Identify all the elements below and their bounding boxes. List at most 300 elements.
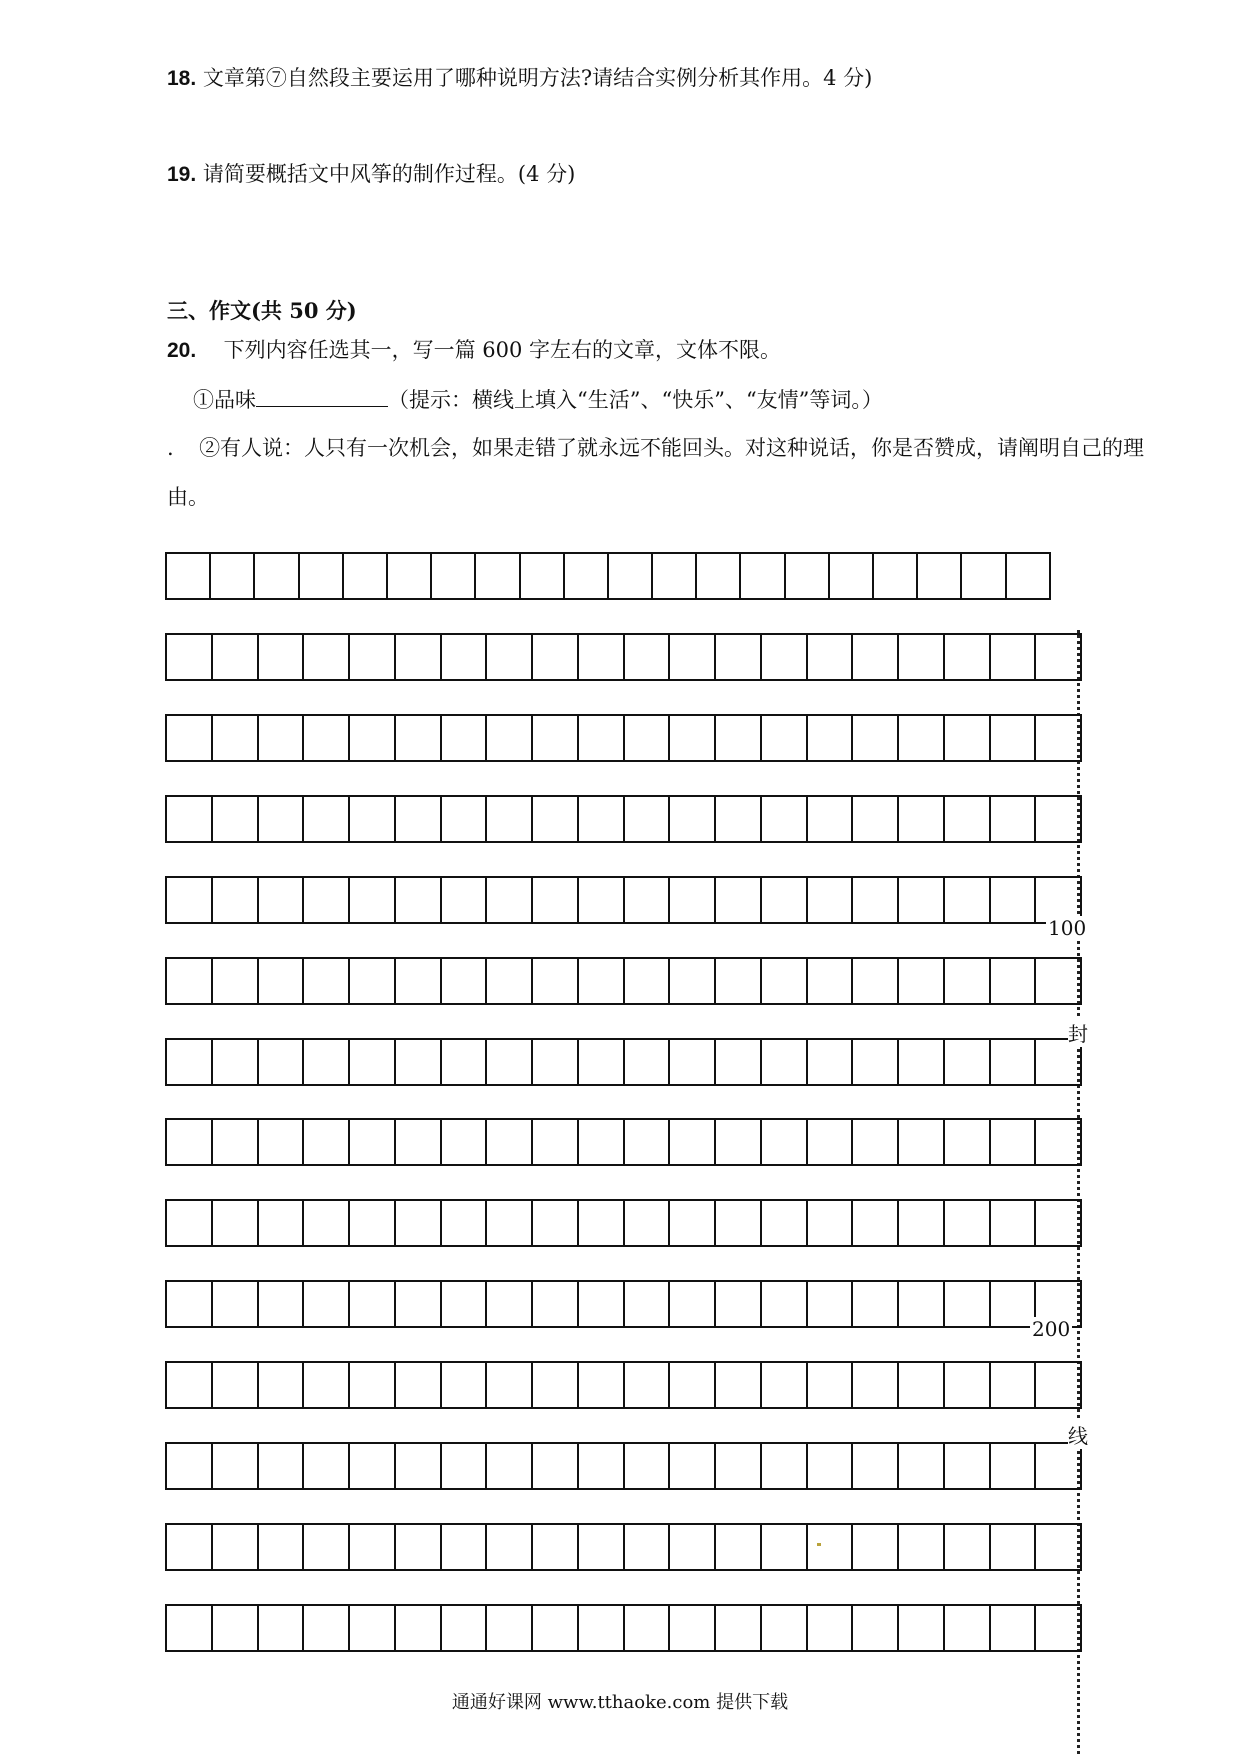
- grid-cell[interactable]: [304, 1201, 350, 1245]
- grid-cell[interactable]: [350, 1040, 396, 1084]
- grid-cell[interactable]: [396, 878, 442, 922]
- grid-cell[interactable]: [442, 1525, 488, 1569]
- grid-cell[interactable]: [304, 1444, 350, 1488]
- grid-cell[interactable]: [396, 797, 442, 841]
- grid-cell[interactable]: [945, 1444, 991, 1488]
- grid-cell[interactable]: [487, 1363, 533, 1407]
- grid-cell[interactable]: [716, 1201, 762, 1245]
- grid-cell[interactable]: [853, 635, 899, 679]
- grid-cell[interactable]: [991, 635, 1037, 679]
- grid-cell[interactable]: [487, 959, 533, 1003]
- grid-row: [165, 1361, 1082, 1409]
- grid-cell[interactable]: [442, 1606, 488, 1650]
- grid-cell[interactable]: [716, 1525, 762, 1569]
- grid-cell[interactable]: [762, 635, 808, 679]
- grid-cell[interactable]: [899, 1040, 945, 1084]
- grid-cell[interactable]: [716, 878, 762, 922]
- grid-cell[interactable]: [396, 1363, 442, 1407]
- grid-cell[interactable]: [716, 1606, 762, 1650]
- grid-cell[interactable]: [1036, 1444, 1082, 1488]
- grid-cell[interactable]: [808, 959, 854, 1003]
- grid-cell[interactable]: [991, 1525, 1037, 1569]
- grid-cell[interactable]: [899, 1525, 945, 1569]
- grid-cell[interactable]: [521, 554, 565, 598]
- grid-cell[interactable]: [762, 1201, 808, 1245]
- grid-cell[interactable]: [442, 1040, 488, 1084]
- grid-cell[interactable]: [808, 716, 854, 760]
- grid-cell[interactable]: [899, 1201, 945, 1245]
- grid-cell[interactable]: [533, 1363, 579, 1407]
- grid-cell[interactable]: [533, 1201, 579, 1245]
- grid-cell[interactable]: [304, 1363, 350, 1407]
- grid-cell[interactable]: [396, 1201, 442, 1245]
- grid-cell[interactable]: [396, 635, 442, 679]
- grid-cell[interactable]: [259, 1444, 305, 1488]
- grid-cell[interactable]: [741, 554, 785, 598]
- grid-cell[interactable]: [304, 1040, 350, 1084]
- grid-cell[interactable]: [853, 878, 899, 922]
- grid-cell[interactable]: [259, 635, 305, 679]
- grid-cell[interactable]: [476, 554, 520, 598]
- grid-cell[interactable]: [853, 716, 899, 760]
- grid-cell[interactable]: [625, 1444, 671, 1488]
- grid-cell[interactable]: [1036, 635, 1082, 679]
- grid-cell[interactable]: [625, 1363, 671, 1407]
- grid-cell[interactable]: [350, 797, 396, 841]
- option-2-bullet: .: [167, 436, 174, 460]
- grid-cell[interactable]: [899, 1444, 945, 1488]
- question-19-text: 请简要概括文中风筝的制作过程。(4 分): [202, 162, 576, 186]
- grid-cell[interactable]: [762, 1525, 808, 1569]
- grid-cell[interactable]: [716, 716, 762, 760]
- grid-cell[interactable]: [487, 716, 533, 760]
- grid-cell[interactable]: [350, 1282, 396, 1326]
- question-18-text: 文章第⑦自然段主要运用了哪种说明方法?请结合实例分析其作用。4 分): [202, 66, 873, 90]
- grid-cell[interactable]: [853, 1606, 899, 1650]
- grid-cell[interactable]: [762, 1363, 808, 1407]
- grid-cell[interactable]: [670, 1363, 716, 1407]
- grid-cell[interactable]: [874, 554, 918, 598]
- grid-cell[interactable]: [304, 959, 350, 1003]
- grid-cell[interactable]: [991, 959, 1037, 1003]
- grid-cell[interactable]: [167, 959, 213, 1003]
- grid-cell[interactable]: [213, 1120, 259, 1164]
- grid-cell[interactable]: [853, 1444, 899, 1488]
- grid-cell[interactable]: [716, 1040, 762, 1084]
- grid-cell[interactable]: [991, 1363, 1037, 1407]
- grid-cell[interactable]: [899, 1606, 945, 1650]
- grid-cell[interactable]: [899, 635, 945, 679]
- grid-cell[interactable]: [1036, 1363, 1082, 1407]
- grid-cell[interactable]: [762, 1120, 808, 1164]
- grid-cell[interactable]: [808, 635, 854, 679]
- grid-cell[interactable]: [533, 716, 579, 760]
- grid-cell[interactable]: [396, 959, 442, 1003]
- grid-cell[interactable]: [991, 1120, 1037, 1164]
- grid-cell[interactable]: [1036, 959, 1082, 1003]
- grid-cell[interactable]: [167, 1525, 213, 1569]
- grid-cell[interactable]: [396, 1444, 442, 1488]
- grid-cell[interactable]: [167, 1040, 213, 1084]
- grid-cell[interactable]: [625, 635, 671, 679]
- grid-cell[interactable]: [213, 1444, 259, 1488]
- grid-row: [165, 1523, 1082, 1571]
- grid-cell[interactable]: [579, 1363, 625, 1407]
- question-20-option-2-cont: 由。: [167, 485, 209, 509]
- grid-cell[interactable]: [945, 1040, 991, 1084]
- grid-cell[interactable]: [533, 1282, 579, 1326]
- grid-cell[interactable]: [899, 1120, 945, 1164]
- word-count-marker-100: 100: [1048, 916, 1087, 940]
- grid-cell[interactable]: [396, 716, 442, 760]
- grid-cell[interactable]: [167, 635, 213, 679]
- grid-cell[interactable]: [853, 1363, 899, 1407]
- grid-cell[interactable]: [579, 959, 625, 1003]
- grid-cell[interactable]: [167, 1363, 213, 1407]
- grid-cell[interactable]: [442, 959, 488, 1003]
- grid-cell[interactable]: [442, 1201, 488, 1245]
- grid-cell[interactable]: [762, 1040, 808, 1084]
- grid-cell[interactable]: [716, 1120, 762, 1164]
- grid-cell[interactable]: [670, 1282, 716, 1326]
- grid-cell[interactable]: [716, 1363, 762, 1407]
- grid-cell[interactable]: [716, 1282, 762, 1326]
- grid-cell[interactable]: [304, 635, 350, 679]
- grid-cell[interactable]: [945, 878, 991, 922]
- grid-cell[interactable]: [213, 959, 259, 1003]
- grid-cell[interactable]: [213, 1363, 259, 1407]
- grid-cell[interactable]: [533, 1040, 579, 1084]
- grid-cell[interactable]: [259, 1040, 305, 1084]
- grid-cell[interactable]: [991, 716, 1037, 760]
- grid-cell[interactable]: [762, 797, 808, 841]
- grid-row: [165, 1442, 1082, 1490]
- grid-cell[interactable]: [625, 1120, 671, 1164]
- grid-cell[interactable]: [991, 1606, 1037, 1650]
- grid-cell[interactable]: [213, 1606, 259, 1650]
- grid-cell[interactable]: [899, 959, 945, 1003]
- grid-cell[interactable]: [442, 635, 488, 679]
- grid-cell[interactable]: [259, 716, 305, 760]
- grid-cell[interactable]: [899, 716, 945, 760]
- grid-cell[interactable]: [625, 1606, 671, 1650]
- grid-cell[interactable]: [487, 1040, 533, 1084]
- grid-cell[interactable]: [670, 1120, 716, 1164]
- grid-cell[interactable]: [304, 878, 350, 922]
- grid-cell[interactable]: [213, 716, 259, 760]
- grid-cell[interactable]: [670, 716, 716, 760]
- grid-cell[interactable]: [579, 1606, 625, 1650]
- grid-cell[interactable]: [1036, 716, 1082, 760]
- grid-cell[interactable]: [579, 1282, 625, 1326]
- grid-cell[interactable]: [853, 1040, 899, 1084]
- section-3-heading: 三、作文(共 50 分): [167, 298, 357, 323]
- grid-cell[interactable]: [762, 1282, 808, 1326]
- grid-cell[interactable]: [945, 1282, 991, 1326]
- grid-cell[interactable]: [899, 878, 945, 922]
- grid-cell[interactable]: [670, 1525, 716, 1569]
- grid-cell[interactable]: [533, 1120, 579, 1164]
- grid-cell[interactable]: [945, 1363, 991, 1407]
- grid-cell[interactable]: [396, 1606, 442, 1650]
- grid-cell[interactable]: [716, 959, 762, 1003]
- grid-cell[interactable]: [625, 1201, 671, 1245]
- grid-row: [165, 876, 1082, 924]
- grid-cell[interactable]: [304, 797, 350, 841]
- grid-cell[interactable]: [213, 797, 259, 841]
- grid-cell[interactable]: [213, 1525, 259, 1569]
- grid-cell[interactable]: [945, 635, 991, 679]
- grid-cell[interactable]: [487, 1120, 533, 1164]
- word-count-marker-200: 200: [1032, 1317, 1071, 1341]
- grid-cell[interactable]: [259, 1606, 305, 1650]
- grid-cell[interactable]: [213, 1282, 259, 1326]
- grid-cell[interactable]: [762, 878, 808, 922]
- grid-cell[interactable]: [625, 1525, 671, 1569]
- grid-cell[interactable]: [670, 1606, 716, 1650]
- grid-cell[interactable]: [350, 1201, 396, 1245]
- grid-cell[interactable]: [670, 959, 716, 1003]
- grid-cell[interactable]: [533, 1606, 579, 1650]
- grid-row: [165, 1199, 1082, 1247]
- grid-cell[interactable]: [304, 716, 350, 760]
- question-20-text: 下列内容任选其一，写一篇 600 字左右的文章，文体不限。: [223, 338, 782, 362]
- grid-cell[interactable]: [350, 1525, 396, 1569]
- grid-cell[interactable]: [487, 635, 533, 679]
- grid-cell[interactable]: [533, 878, 579, 922]
- grid-cell[interactable]: [945, 1201, 991, 1245]
- grid-cell[interactable]: [625, 878, 671, 922]
- grid-cell[interactable]: [762, 1606, 808, 1650]
- grid-cell[interactable]: [344, 554, 388, 598]
- grid-cell[interactable]: [945, 959, 991, 1003]
- grid-cell[interactable]: [213, 878, 259, 922]
- grid-cell[interactable]: [533, 635, 579, 679]
- grid-cell[interactable]: [609, 554, 653, 598]
- grid-cell[interactable]: [716, 635, 762, 679]
- grid-cell[interactable]: [899, 1363, 945, 1407]
- grid-cell[interactable]: [579, 1120, 625, 1164]
- grid-cell[interactable]: [213, 635, 259, 679]
- grid-cell[interactable]: [350, 1606, 396, 1650]
- grid-cell[interactable]: [350, 1444, 396, 1488]
- grid-cell[interactable]: [808, 1201, 854, 1245]
- grid-cell[interactable]: [396, 1040, 442, 1084]
- grid-cell[interactable]: [853, 1201, 899, 1245]
- grid-cell[interactable]: [259, 1201, 305, 1245]
- grid-cell[interactable]: [808, 1363, 854, 1407]
- grid-cell[interactable]: [442, 1282, 488, 1326]
- grid-cell[interactable]: [918, 554, 962, 598]
- grid-cell[interactable]: [579, 1201, 625, 1245]
- grid-cell[interactable]: [487, 1282, 533, 1326]
- grid-cell[interactable]: [762, 1444, 808, 1488]
- grid-cell[interactable]: [808, 1040, 854, 1084]
- grid-cell[interactable]: [1007, 554, 1051, 598]
- grid-cell[interactable]: [259, 1120, 305, 1164]
- grid-cell[interactable]: [259, 1363, 305, 1407]
- grid-cell[interactable]: [350, 959, 396, 1003]
- grid-row: [165, 957, 1082, 1005]
- grid-cell[interactable]: [442, 716, 488, 760]
- grid-cell[interactable]: [213, 1040, 259, 1084]
- grid-cell[interactable]: [945, 1525, 991, 1569]
- grid-cell[interactable]: [625, 1040, 671, 1084]
- grid-cell[interactable]: [167, 878, 213, 922]
- grid-cell[interactable]: [808, 1120, 854, 1164]
- grid-cell[interactable]: [579, 1525, 625, 1569]
- grid-cell[interactable]: [808, 1444, 854, 1488]
- grid-cell[interactable]: [945, 716, 991, 760]
- grid-cell[interactable]: [1036, 1606, 1082, 1650]
- grid-cell[interactable]: [625, 797, 671, 841]
- grid-cell[interactable]: [167, 716, 213, 760]
- question-19-number: 19.: [167, 163, 197, 186]
- page-footer: 通通好课网 www.tthaoke.com 提供下载: [451, 1692, 789, 1713]
- grid-cell[interactable]: [167, 1606, 213, 1650]
- grid-cell[interactable]: [255, 554, 299, 598]
- grid-cell[interactable]: [167, 797, 213, 841]
- grid-cell[interactable]: [991, 878, 1037, 922]
- grid-cell[interactable]: [1036, 1120, 1082, 1164]
- grid-cell[interactable]: [442, 1120, 488, 1164]
- grid-cell[interactable]: [579, 635, 625, 679]
- grid-cell[interactable]: [853, 959, 899, 1003]
- grid-row: [165, 1280, 1082, 1328]
- grid-cell[interactable]: [565, 554, 609, 598]
- grid-cell[interactable]: [388, 554, 432, 598]
- grid-cell[interactable]: [487, 1201, 533, 1245]
- grid-row: [165, 1604, 1082, 1652]
- grid-cell[interactable]: [762, 959, 808, 1003]
- grid-cell[interactable]: [853, 1525, 899, 1569]
- grid-cell[interactable]: [533, 1444, 579, 1488]
- grid-cell[interactable]: [1036, 1525, 1082, 1569]
- grid-cell[interactable]: [259, 878, 305, 922]
- grid-cell[interactable]: [396, 1525, 442, 1569]
- grid-cell[interactable]: [167, 1282, 213, 1326]
- grid-cell[interactable]: [991, 1040, 1037, 1084]
- grid-cell[interactable]: [579, 1444, 625, 1488]
- grid-cell[interactable]: [533, 1525, 579, 1569]
- grid-cell[interactable]: [945, 797, 991, 841]
- grid-cell[interactable]: [167, 1444, 213, 1488]
- grid-row: [165, 552, 1051, 600]
- grid-cell[interactable]: [442, 1444, 488, 1488]
- grid-cell[interactable]: [945, 1120, 991, 1164]
- grid-cell[interactable]: [487, 1525, 533, 1569]
- question-18-number: 18.: [167, 67, 197, 90]
- grid-cell[interactable]: [579, 716, 625, 760]
- grid-cell[interactable]: [350, 635, 396, 679]
- grid-cell[interactable]: [259, 959, 305, 1003]
- grid-cell[interactable]: [487, 1606, 533, 1650]
- grid-cell[interactable]: [442, 878, 488, 922]
- grid-cell[interactable]: [167, 1120, 213, 1164]
- grid-cell[interactable]: [350, 878, 396, 922]
- grid-cell[interactable]: [1036, 797, 1082, 841]
- grid-cell[interactable]: [786, 554, 830, 598]
- grid-cell[interactable]: [670, 797, 716, 841]
- grid-cell[interactable]: [697, 554, 741, 598]
- stray-mark: [817, 1543, 821, 1546]
- grid-cell[interactable]: [853, 797, 899, 841]
- grid-cell[interactable]: [350, 1120, 396, 1164]
- grid-cell[interactable]: [625, 716, 671, 760]
- grid-cell[interactable]: [991, 1444, 1037, 1488]
- grid-cell[interactable]: [211, 554, 255, 598]
- grid-cell[interactable]: [304, 1525, 350, 1569]
- grid-cell[interactable]: [625, 1282, 671, 1326]
- grid-cell[interactable]: [670, 878, 716, 922]
- grid-cell[interactable]: [350, 1363, 396, 1407]
- grid-cell[interactable]: [762, 716, 808, 760]
- grid-cell[interactable]: [259, 797, 305, 841]
- grid-cell[interactable]: [300, 554, 344, 598]
- grid-cell[interactable]: [442, 1363, 488, 1407]
- grid-cell[interactable]: [304, 1120, 350, 1164]
- grid-cell[interactable]: [167, 1201, 213, 1245]
- grid-cell[interactable]: [670, 1040, 716, 1084]
- grid-cell[interactable]: [853, 1120, 899, 1164]
- grid-cell[interactable]: [579, 797, 625, 841]
- grid-cell[interactable]: [350, 716, 396, 760]
- grid-cell[interactable]: [442, 797, 488, 841]
- grid-cell[interactable]: [991, 797, 1037, 841]
- grid-cell[interactable]: [945, 1606, 991, 1650]
- grid-cell[interactable]: [487, 878, 533, 922]
- grid-cell[interactable]: [808, 1282, 854, 1326]
- grid-cell[interactable]: [808, 878, 854, 922]
- grid-cell[interactable]: [533, 797, 579, 841]
- grid-cell[interactable]: [670, 635, 716, 679]
- grid-cell[interactable]: [853, 1282, 899, 1326]
- grid-cell[interactable]: [579, 1040, 625, 1084]
- grid-cell[interactable]: [487, 1444, 533, 1488]
- grid-cell[interactable]: [396, 1120, 442, 1164]
- grid-cell[interactable]: [579, 878, 625, 922]
- grid-row: [165, 795, 1082, 843]
- grid-cell[interactable]: [808, 797, 854, 841]
- grid-cell[interactable]: [962, 554, 1006, 598]
- grid-cell[interactable]: [808, 1606, 854, 1650]
- grid-cell[interactable]: [899, 1282, 945, 1326]
- grid-cell[interactable]: [259, 1525, 305, 1569]
- grid-cell[interactable]: [487, 797, 533, 841]
- grid-cell[interactable]: [432, 554, 476, 598]
- grid-cell[interactable]: [716, 1444, 762, 1488]
- grid-cell[interactable]: [991, 1201, 1037, 1245]
- grid-cell[interactable]: [1036, 1201, 1082, 1245]
- grid-cell[interactable]: [304, 1606, 350, 1650]
- grid-cell[interactable]: [830, 554, 874, 598]
- binding-side-char-feng: 封: [1068, 1018, 1088, 1047]
- grid-cell[interactable]: [899, 797, 945, 841]
- grid-cell[interactable]: [670, 1444, 716, 1488]
- grid-cell[interactable]: [259, 1282, 305, 1326]
- grid-cell[interactable]: [808, 1525, 854, 1569]
- grid-cell[interactable]: [670, 1201, 716, 1245]
- grid-cell[interactable]: [716, 797, 762, 841]
- grid-cell[interactable]: [213, 1201, 259, 1245]
- grid-row: [165, 633, 1082, 681]
- grid-cell[interactable]: [396, 1282, 442, 1326]
- grid-cell[interactable]: [625, 959, 671, 1003]
- grid-cell[interactable]: [653, 554, 697, 598]
- grid-cell[interactable]: [167, 554, 211, 598]
- grid-cell[interactable]: [304, 1282, 350, 1326]
- grid-cell[interactable]: [533, 959, 579, 1003]
